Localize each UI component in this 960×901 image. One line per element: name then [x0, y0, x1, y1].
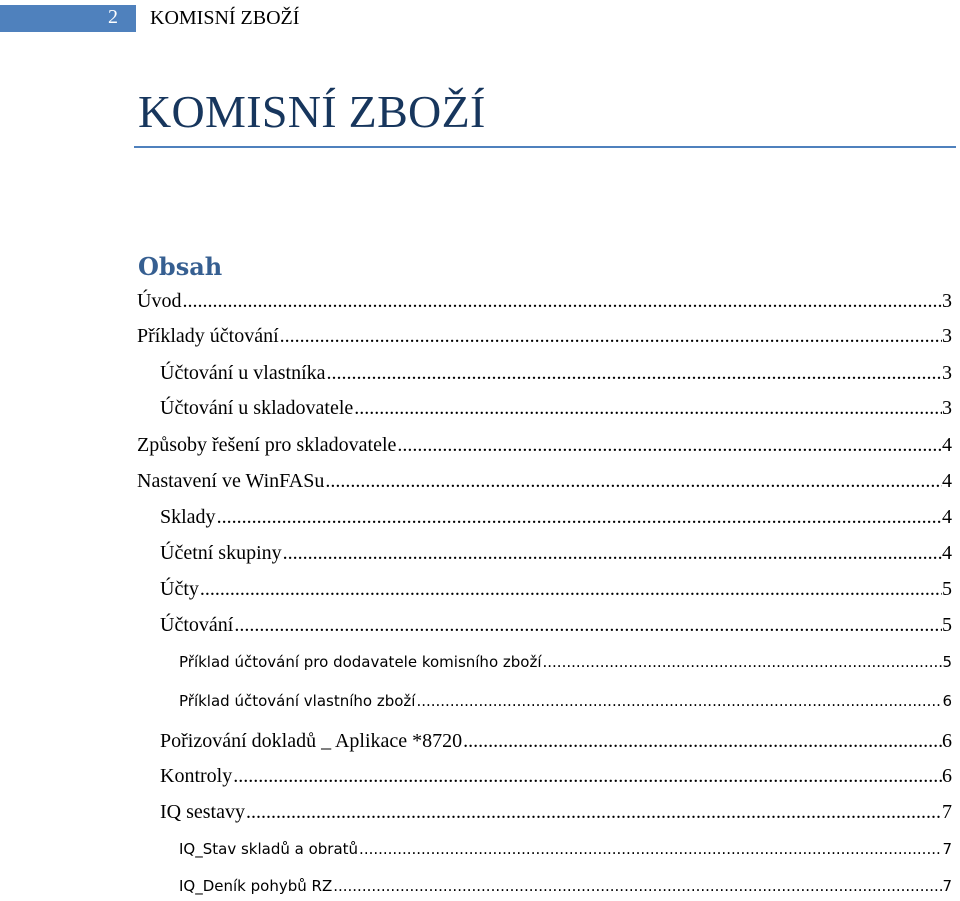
toc-entry-page: 4: [942, 506, 952, 528]
toc-entry[interactable]: [179, 648, 952, 676]
toc-entry-title: Sklady: [160, 506, 216, 528]
toc-dot-leader: [282, 539, 942, 567]
toc-entry-title: Nastavení ve WinFASu: [137, 470, 325, 492]
toc-entry[interactable]: [179, 872, 952, 900]
toc-entry-title: Způsoby řešení pro skladovatele: [137, 434, 397, 456]
toc-entry-title: Účtování u vlastníka: [160, 362, 326, 384]
toc-entry-page: 5: [942, 653, 952, 671]
toc-entry-page: 5: [942, 614, 952, 636]
toc-entry[interactable]: [160, 359, 952, 387]
toc-entry-page: 6: [942, 730, 952, 752]
toc-entry[interactable]: [137, 467, 952, 495]
document-title: KOMISNÍ ZBOŽÍ: [138, 86, 486, 137]
toc-entry[interactable]: [160, 503, 952, 531]
toc-entry-page: 6: [942, 765, 952, 787]
toc-entry-title: IQ sestavy: [160, 801, 245, 823]
toc-entry[interactable]: [137, 322, 952, 350]
toc-entry-title: Účty: [160, 578, 199, 600]
toc-dot-leader: [279, 322, 942, 350]
toc-entry-page: 6: [942, 692, 952, 710]
toc-entry-title: Příklady účtování: [137, 325, 279, 347]
toc-entry[interactable]: [160, 727, 952, 755]
toc-dot-leader: [332, 872, 942, 900]
toc-entry[interactable]: [160, 798, 952, 826]
toc-entry-title: Příklad účtování pro dodavatele komisního zboží: [179, 653, 542, 671]
toc-entry[interactable]: [137, 431, 952, 459]
toc-entry-title: Účetní skupiny: [160, 542, 282, 564]
toc-entry-title: IQ_Stav skladů a obratů: [179, 840, 359, 858]
toc-dot-leader: [415, 687, 942, 715]
toc-entry[interactable]: [160, 575, 952, 603]
running-header-title: KOMISNÍ ZBOŽÍ: [150, 7, 300, 29]
toc-entry-title: Kontroly: [160, 765, 233, 787]
toc-entry-page: 4: [942, 542, 952, 564]
toc-dot-leader: [181, 287, 942, 315]
toc-dot-leader: [542, 648, 943, 676]
toc-heading: Obsah: [138, 252, 223, 281]
toc-dot-leader: [462, 727, 942, 755]
toc-entry-page: 7: [942, 877, 952, 895]
toc-entry-page: 3: [942, 397, 952, 419]
toc-entry[interactable]: [160, 539, 952, 567]
toc-entry[interactable]: [137, 287, 952, 315]
toc-dot-leader: [353, 394, 942, 422]
toc-entry-page: 4: [942, 470, 952, 492]
toc-entry-title: IQ_Deník pohybů RZ: [179, 877, 333, 895]
toc-dot-leader: [216, 503, 942, 531]
toc-entry-page: 5: [942, 578, 952, 600]
toc-dot-leader: [326, 359, 942, 387]
toc-dot-leader: [358, 835, 942, 863]
toc-dot-leader: [324, 467, 942, 495]
page-number: 2: [108, 6, 118, 28]
toc-entry-page: 3: [942, 325, 952, 347]
toc-entry[interactable]: [160, 611, 952, 639]
toc-entry-title: Úvod: [137, 290, 182, 312]
toc-dot-leader: [233, 611, 942, 639]
toc-entry-title: Účtování u skladovatele: [160, 397, 354, 419]
toc-entry-page: 7: [942, 840, 952, 858]
toc-dot-leader: [396, 431, 942, 459]
toc-entry-page: 4: [942, 434, 952, 456]
toc-entry[interactable]: [160, 394, 952, 422]
toc-entry-page: 3: [942, 362, 952, 384]
toc-entry[interactable]: [179, 835, 952, 863]
toc-dot-leader: [232, 762, 942, 790]
toc-entry[interactable]: [160, 762, 952, 790]
toc-dot-leader: [199, 575, 942, 603]
toc-entry-title: Příklad účtování vlastního zboží: [179, 692, 416, 710]
toc-entry-title: Pořizování dokladů _ Aplikace *8720: [160, 730, 463, 752]
toc-entry-title: Účtování: [160, 614, 234, 636]
toc-dot-leader: [245, 798, 942, 826]
toc-entry[interactable]: [179, 687, 952, 715]
toc-entry-page: 3: [942, 290, 952, 312]
toc-entry-page: 7: [942, 801, 952, 823]
